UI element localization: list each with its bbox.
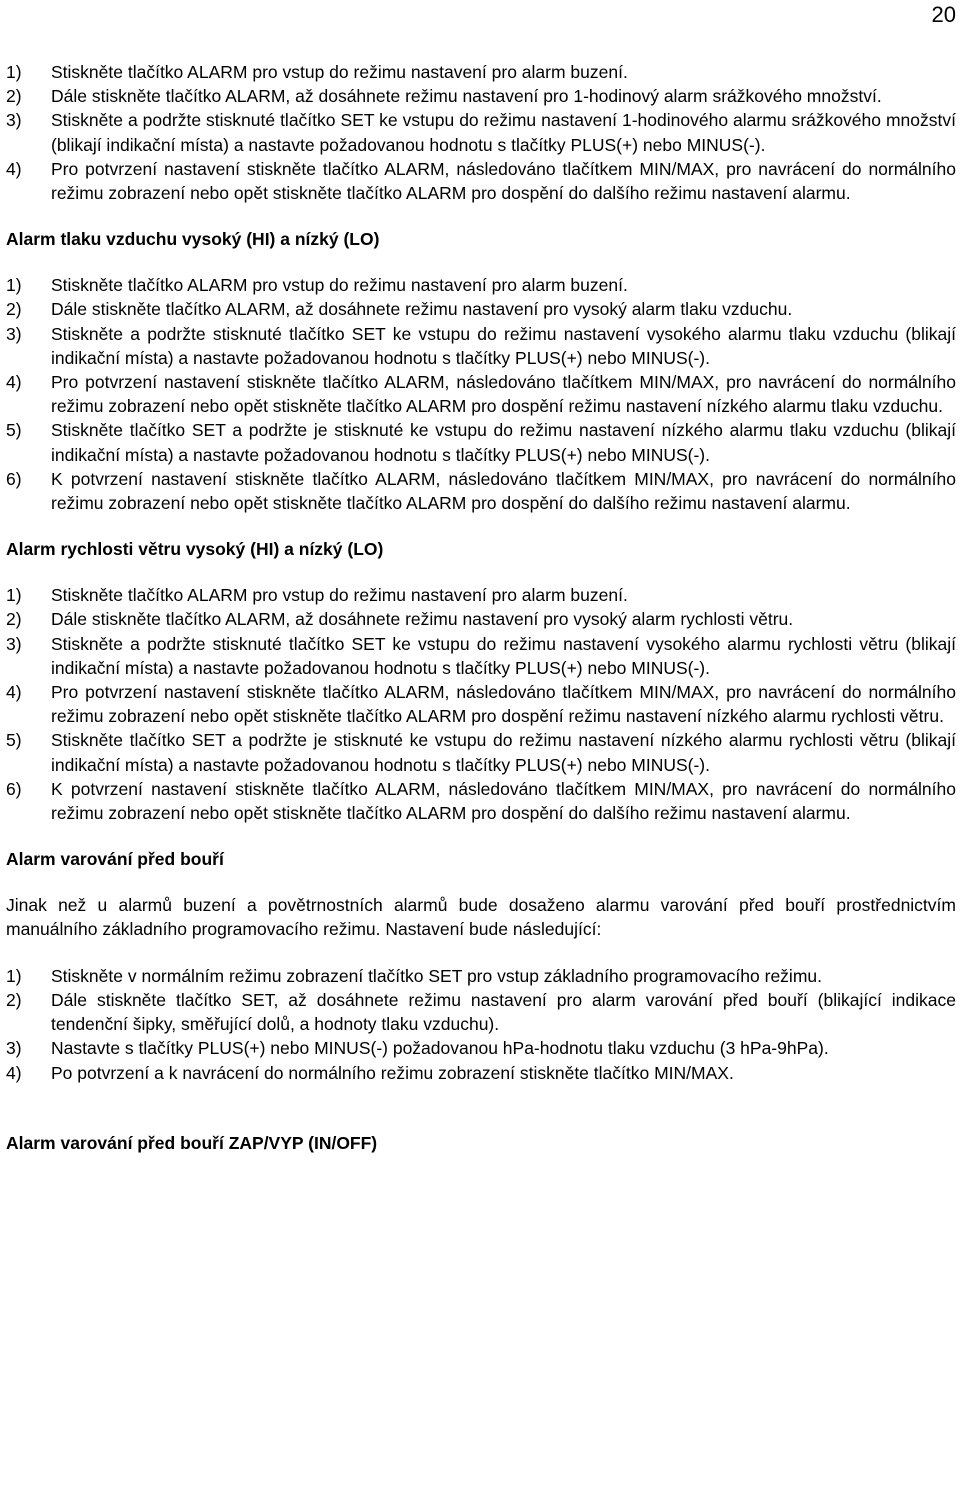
step-text: Pro potvrzení nastavení stiskněte tlačítko ALARM, následováno tlačítkem MIN/MAX, pro navrácení do normálního režimu zobrazení nebo opět stiskněte tlačítko ALARM pro dospění režimu nastavení nízkého alarmu rychlosti větru. xyxy=(51,682,956,727)
list-item xyxy=(6,632,956,680)
step-text: K potvrzení nastavení stiskněte tlačítko ALARM, následováno tlačítkem MIN/MAX, pro navrácení do normálního režimu zobrazení nebo opět stiskněte tlačítko ALARM pro dospění do dalšího režimu nastavení alarmu. xyxy=(51,778,956,824)
pressure-alarm-steps xyxy=(6,273,956,515)
step-number: 1) xyxy=(6,965,22,986)
step-text: Stiskněte tlačítko SET a podržte je stisknuté ke vstupu do režimu nastavení nízkého alarmu rychlosti větru (blikají indikační místa) a nastavte požadovanou hodnotu s tlačítky PLUS(+) nebo MINUS(-). xyxy=(51,730,956,775)
section-heading-storm-alarm-toggle: Alarm varování před bouří ZAP/VYP (IN/OFF) xyxy=(6,1132,378,1153)
step-number: 4) xyxy=(6,1062,22,1083)
section-heading-pressure-alarm: Alarm tlaku vzduchu vysoký (HI) a nízký (LO) xyxy=(6,229,380,250)
page-number: 20 xyxy=(931,2,956,27)
list-item xyxy=(6,1061,956,1085)
list-item xyxy=(6,108,956,156)
list-item xyxy=(6,60,956,84)
step-text: Stiskněte a podržte stisknuté tlačítko SET ke vstupu do režimu nastavení 1-hodinového alarmu srážkového množství (blikají indikační místa) a nastavte požadovanou hodnotu s tlačítky PLUS(+) nebo MINUS(-). xyxy=(51,110,956,155)
step-number: 1) xyxy=(6,585,22,606)
step-number: 4) xyxy=(6,158,22,179)
section-heading-wind-alarm: Alarm rychlosti větru vysoký (HI) a nízký (LO) xyxy=(6,539,384,560)
list-item xyxy=(6,728,956,776)
step-number: 2) xyxy=(6,989,22,1010)
storm-alarm-intro: Jinak než u alarmů buzení a povětrnostních alarmů bude dosaženo alarmu varování před bouří prostřednictvím manuálního základního programovacího režimu. Nastavení bude následující: xyxy=(6,895,956,940)
step-text: Dále stiskněte tlačítko ALARM, až dosáhnete režimu nastavení pro vysoký alarm tlaku vzduchu. xyxy=(51,299,793,320)
list-item xyxy=(6,988,956,1036)
list-item xyxy=(6,777,956,825)
step-text: Stiskněte v normálním režimu zobrazení tlačítko SET pro vstup základního programovacího režimu. xyxy=(51,965,822,986)
section-heading-storm-alarm: Alarm varování před bouří xyxy=(6,849,224,870)
step-number: 6) xyxy=(6,468,22,489)
step-text: Po potvrzení a k navrácení do normálního režimu zobrazení stiskněte tlačítko MIN/MAX. xyxy=(51,1062,734,1083)
step-text: Dále stiskněte tlačítko ALARM, až dosáhnete režimu nastavení pro 1-hodinový alarm srážkového množství. xyxy=(51,86,882,107)
step-text: Stiskněte tlačítko ALARM pro vstup do režimu nastavení pro alarm buzení. xyxy=(51,585,628,606)
step-number: 2) xyxy=(6,299,22,320)
step-number: 6) xyxy=(6,778,22,799)
step-number: 3) xyxy=(6,1038,22,1059)
step-number: 1) xyxy=(6,275,22,296)
step-text: Pro potvrzení nastavení stiskněte tlačítko ALARM, následováno tlačítkem MIN/MAX, pro navrácení do normálního režimu zobrazení nebo opět stiskněte tlačítko ALARM pro dospění režimu nastavení nízkého alarmu tlaku vzduchu. xyxy=(51,372,956,417)
step-number: 2) xyxy=(6,609,22,630)
step-text: Stiskněte a podržte stisknuté tlačítko SET ke vstupu do režimu nastavení vysokého alarmu tlaku vzduchu (blikají indikační místa) a nastavte požadovanou hodnotu s tlačítky PLUS(+) nebo MINUS(-). xyxy=(51,323,956,368)
step-text: Stiskněte tlačítko SET a podržte je stisknuté ke vstupu do režimu nastavení nízkého alarmu tlaku vzduchu (blikají indikační místa) a nastavte požadovanou hodnotu s tlačítky PLUS(+) nebo MINUS(-). xyxy=(51,420,956,465)
step-number: 3) xyxy=(6,110,22,131)
step-text: K potvrzení nastavení stiskněte tlačítko ALARM, následováno tlačítkem MIN/MAX, pro navrácení do normálního režimu zobrazení nebo opět stiskněte tlačítko ALARM pro dospění do dalšího režimu nastavení alarmu. xyxy=(51,468,956,514)
list-item xyxy=(6,322,956,370)
list-item xyxy=(6,1036,956,1060)
step-number: 1) xyxy=(6,62,22,82)
step-text: Stiskněte a podržte stisknuté tlačítko SET ke vstupu do režimu nastavení vysokého alarmu rychlosti větru (blikají indikační místa) a nastavte požadovanou hodnotu s tlačítky PLUS(+) nebo MINUS(-). xyxy=(51,633,956,678)
step-number: 3) xyxy=(6,323,22,344)
list-item xyxy=(6,964,956,988)
list-item xyxy=(6,273,956,297)
step-number: 5) xyxy=(6,730,22,751)
list-item xyxy=(6,418,956,466)
step-number: 3) xyxy=(6,633,22,654)
list-item xyxy=(6,680,956,728)
list-item xyxy=(6,467,956,515)
step-number: 5) xyxy=(6,420,22,441)
step-text: Pro potvrzení nastavení stiskněte tlačítko ALARM, následováno tlačítkem MIN/MAX, pro navrácení do normálního režimu zobrazení nebo opět stiskněte tlačítko ALARM pro dospění do dalšího režimu nastavení alarmu. xyxy=(51,158,956,204)
storm-alarm-steps xyxy=(6,964,956,1085)
document-body xyxy=(6,60,956,1155)
wind-alarm-steps xyxy=(6,583,956,825)
step-text: Stiskněte tlačítko ALARM pro vstup do režimu nastavení pro alarm buzení. xyxy=(51,275,628,296)
step-text: Dále stiskněte tlačítko ALARM, až dosáhnete režimu nastavení pro vysoký alarm rychlosti větru. xyxy=(51,609,794,630)
step-text: Dále stiskněte tlačítko SET, až dosáhnete režimu nastavení pro alarm varování před bouří (blikající indikace tendenční šipky, směřující dolů, a hodnoty tlaku vzduchu). xyxy=(51,989,956,1035)
list-item xyxy=(6,84,956,108)
step-number: 4) xyxy=(6,682,22,703)
step-number: 4) xyxy=(6,372,22,393)
step-number: 2) xyxy=(6,86,22,107)
step-text: Nastavte s tlačítky PLUS(+) nebo MINUS(-) požadovanou hPa-hodnotu tlaku vzduchu (3 hPa-9hPa). xyxy=(51,1038,829,1059)
list-item xyxy=(6,370,956,418)
step-text: Stiskněte tlačítko ALARM pro vstup do režimu nastavení pro alarm buzení. xyxy=(51,62,628,82)
list-item xyxy=(6,157,956,205)
rain-alarm-steps xyxy=(6,60,956,205)
list-item xyxy=(6,297,956,321)
list-item xyxy=(6,583,956,607)
list-item xyxy=(6,607,956,631)
